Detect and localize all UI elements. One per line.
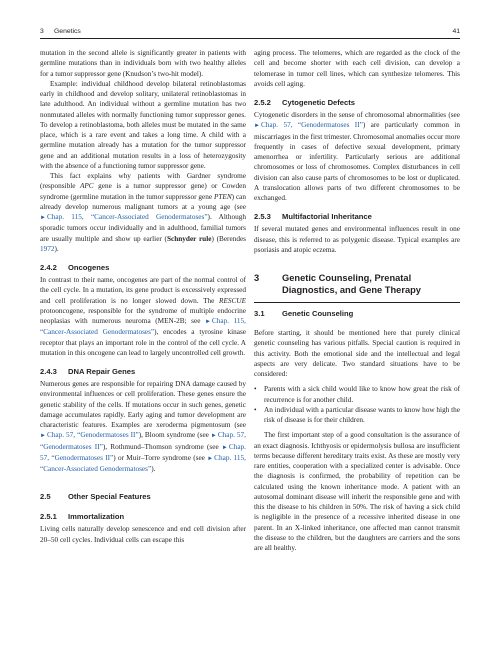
section-heading: 3.1 Genetic Counseling xyxy=(254,309,354,318)
paragraph: Living cells naturally develop senescence and end cell division after 20–50 cell cycles. Individual cells can escape this xyxy=(40,525,246,544)
paragraph: This fact explains why patients with Gardner syndrome (responsible APC gene is a tumor suppressor gene) or Cowden syndrome (germline mutation in the tumor suppressor gene PTEN) can already develop numerous malignant tumors at a young age (see ►Chap. 115, “Cancer-Associated Genodermatoses”). Although sporadic tumors occur individually and in adulthood, familial tumors are usually multiple and show up earlier (Schnyder rule) (Berendes 1972). xyxy=(40,172,247,253)
list-item: • Parents with a sick child would like to know how great the risk of recurrence is for another child. xyxy=(254,385,460,404)
chapter-cross-reference-link[interactable]: ►Chap. 57, “Genodermatoses II” xyxy=(40,431,139,440)
right-column xyxy=(254,48,460,553)
chapter-cross-reference-link[interactable]: ►Chap. 57, “Genodermatoses II” xyxy=(40,431,246,451)
section-heading: 2.5 Other Special Features xyxy=(40,492,151,502)
bullet-icon: • xyxy=(254,385,257,394)
schnyder-rule-term: Schnyder rule xyxy=(166,234,212,243)
chapter-section-heading: 3 Genetic Counseling, Prenatal Diagnostics, and Gene Therapy xyxy=(254,273,421,295)
gene-name-apc: APC xyxy=(79,182,94,191)
triangle-right-icon: ► xyxy=(210,433,217,440)
chapter-cross-reference-link[interactable]: ►Chap. 115, “Cancer-Associated Genodermatoses” xyxy=(40,453,246,473)
chapter-cross-reference-link[interactable]: ►Chap. 57, “Genodermatoses II” xyxy=(254,121,363,130)
running-head-chapter-title: Genetics xyxy=(54,28,81,35)
triangle-right-icon: ► xyxy=(204,319,211,325)
section-heading: 2.4.3 DNA Repair Genes xyxy=(40,367,136,376)
bullet-list xyxy=(254,384,460,425)
section-heading: 2.5.3 Multifactorial Inheritance xyxy=(254,212,372,222)
chapter-cross-reference-link[interactable]: ►Chap. 115, “Cancer-Associated Genodermatoses” xyxy=(40,317,246,337)
page-number: 41 xyxy=(452,28,460,35)
paragraph: Example: individual childhood develop bilateral retinoblastomas early in childhood and develop solitary, unilateral retinoblastomas in late adulthood. An individual without a germline mutation has two nonmutated alleles with normally functioning tumor suppressor genes. To develop a retinoblastoma, both alleles must be mutated in the same place, which is a rare event and takes a long time. A child with a germline mutation already has a mutation for the tumor suppressor gene and an additional mutation results in a loss of heterozygosity with the absence of a functioning tumor suppressor gene. xyxy=(40,79,246,170)
triangle-right-icon: ► xyxy=(40,433,46,440)
paragraph: In contrast to their name, oncogenes are part of the normal control of the cell cycle. In a mutation, its gene product is excessively expressed and cell proliferation is no longer slowed down. The RESCUE protooncogene, responsible for the syndrome of multiple endocrine neoplasias with numerous neuroma (MEN-2B; see ►Chap. 115, “Cancer-Associated Genodermatoses”), encodes a tyrosine kinase receptor that plays an important role in the control of the cell cycle. A mutation in this oncogene can lead to largely uncontrolled cell growth. xyxy=(40,276,246,357)
paragraph: If several mutated genes and environmental influences result in one disease, this is referred to as polygenic disease. Typical examples are psoriasis and atopic eczema. xyxy=(254,225,460,254)
paragraph: Numerous genes are responsible for repairing DNA damage caused by environmental influences or cell proliferation. These genes ensure the genetic stability of the cells. If mutations occur in such genes, genetic damage accumulates rapidly. Early aging and tumor development are characteristic features. Examples are xeroderma pigmentosum (see ►Chap. 57, “Genodermatoses II”), Bloom syndrome (see ►Chap. 57, “Genodermatoses II”), Rothmund–Thomson syndrome (see ►Chap. 57, “Genodermatoses II”) or Muir–Torre syndrome (see ►Chap. 115, “Cancer-Associated Genodermatoses”). xyxy=(40,380,246,473)
list-item: • An individual with a particular disease wants to know how high the risk of disease is for their children. xyxy=(254,405,460,424)
gene-name-ret: RESCUE xyxy=(219,296,246,305)
header-rule xyxy=(40,38,460,39)
paragraph: Cytogenetic disorders in the sense of chromosomal abnormalities (see ►Chap. 57, “Genodermatoses II”) are particularly common in miscarriages in the first trimester. Chromosomal anomalies occur more frequently in cases of defective sexual development, primary amenorrhea or infertility. Particularly serious are additional chromosomes or loss of chromosomes. Complex disturbances in cell division can also cause parts of chromosomes to be lost or duplicated. A translocation allows parts of two different chromosomes to be exchanged. xyxy=(254,111,460,202)
bullet-icon: • xyxy=(254,405,257,414)
citation-link[interactable]: 1972 xyxy=(40,244,55,253)
triangle-right-icon: ► xyxy=(207,455,214,462)
triangle-right-icon: ► xyxy=(40,215,46,221)
paragraph: mutation in the second allele is significantly greater in patients with germline mutations than in individuals born with two healthy alleles for a tumor suppressor gene (Knudson’s two-hit model). xyxy=(40,49,246,78)
chapter-cross-reference-link[interactable]: ►Chap. 57, “Genodermatoses II” xyxy=(40,442,246,462)
section-heading: 2.4.2 Oncogenes xyxy=(40,263,110,272)
triangle-right-icon: ► xyxy=(221,444,228,451)
section-heading: 2.5.1 Immortalization xyxy=(40,512,125,522)
paragraph: aging process. The telomeres, which are regarded as the clock of the cell and become shorter with each cell division, can develop a telomerase in tumor cell lines, which can synthesize telomeres. This avoids cell aging. xyxy=(254,49,460,88)
paragraph: The first important step of a good consultation is the assurance of an exact diagnosis. Ichthyosis or epidermolysis bullosa are insufficient terms because different hereditary traits exist. As these are mostly very rare entities, cooperation with a specialized center is advisable. Once the diagnosis is confirmed, the probability of repetition can be calculated using the known inheritance mode. A patient with an autosomal dominant disease will inherit the responsible gene and with this the disease to his children in 50%. The risk of having a sick child is negligible in the presence of a recessive inherited disease in one parent. In an X-linked inheritance, one affected man cannot transmit the disease to the children, but the daughters are carriers and the sons are all healthy. xyxy=(254,431,460,552)
left-column xyxy=(40,48,246,545)
triangle-right-icon: ► xyxy=(254,123,260,130)
paragraph: Before starting, it should be mentioned here that purely clinical genetic counseling has various pitfalls. Special caution is required in this activity. Both the emotional side and the intellectual and legal aspects are very delicate. Two standard situations have to be considered: xyxy=(254,329,460,378)
running-head-chapter-number: 3 xyxy=(40,28,44,35)
section-heading: 2.5.2 Cytogenetic Defects xyxy=(254,98,356,107)
chapter-cross-reference-link[interactable]: ►Chap. 115, “Cancer-Associated Genodermatoses” xyxy=(40,213,208,221)
gene-name-pten: PTEN xyxy=(213,192,232,201)
